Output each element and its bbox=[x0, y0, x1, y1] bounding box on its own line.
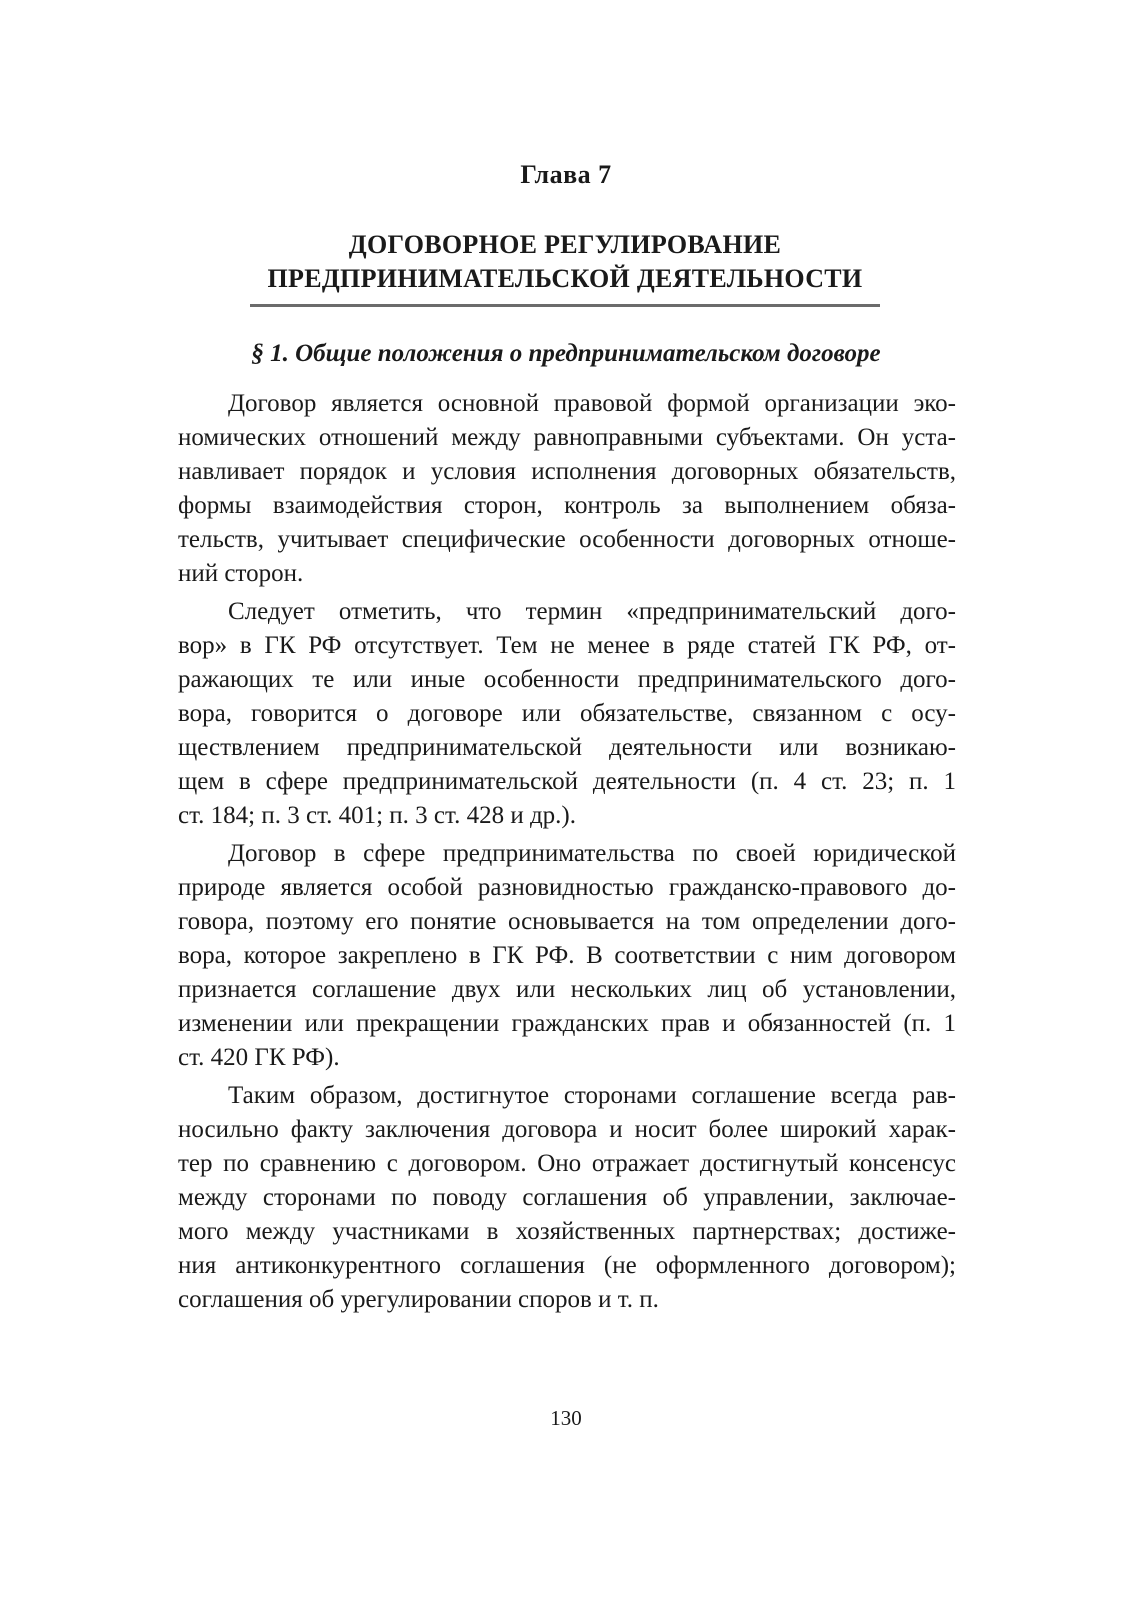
text-line: между сторонами по поводу соглашения об управлении, заключае- bbox=[178, 1184, 956, 1211]
text-line: номических отношений между равноправными субъектами. Он уста- bbox=[178, 424, 956, 451]
text-line: изменении или прекращении гражданских прав и обязанностей (п. 1 bbox=[178, 1010, 956, 1037]
text-line: формы взаимодействия сторон, контроль за выполнением обяза- bbox=[178, 492, 956, 519]
text-line: ществлением предпринимательской деятельности или возникаю- bbox=[178, 734, 956, 761]
text-line: Договор является основной правовой формой организации эко- bbox=[228, 390, 956, 417]
page-number: 130 bbox=[550, 1406, 582, 1430]
chapter-title-line: ДОГОВОРНОЕ РЕГУЛИРОВАНИЕ bbox=[348, 230, 782, 259]
title-underline bbox=[250, 304, 880, 307]
text-line: ния антиконкурентного соглашения (не оформленного договором); bbox=[178, 1252, 956, 1279]
text-line: ний сторон. bbox=[178, 560, 304, 587]
paragraph bbox=[178, 595, 956, 833]
text-line: тельств, учитывает специфические особенности договорных отноше- bbox=[178, 526, 956, 553]
text-line: ст. 420 ГК РФ). bbox=[178, 1044, 340, 1071]
text-line: тер по сравнению с договором. Оно отражает достигнутый консенсус bbox=[178, 1150, 956, 1177]
text-line: носильно факту заключения договора и носит более широкий харак- bbox=[178, 1116, 956, 1143]
text-line: вор» в ГК РФ отсутствует. Тем не менее в ряде статей ГК РФ, от- bbox=[178, 632, 956, 659]
text-line: мого между участниками в хозяйственных партнерствах; достиже- bbox=[178, 1218, 956, 1245]
text-line: вора, говорится о договоре или обязательстве, связанном с осу- bbox=[178, 700, 956, 727]
chapter-title bbox=[250, 228, 880, 307]
paragraph bbox=[178, 1079, 956, 1317]
text-line: Следует отметить, что термин «предпринимательский дого- bbox=[228, 598, 956, 625]
body-text bbox=[178, 387, 956, 1321]
text-line: говора, поэтому его понятие основывается на том определении дого- bbox=[178, 908, 956, 935]
text-line: навливает порядок и условия исполнения договорных обязательств, bbox=[178, 458, 956, 485]
section-heading: § 1. Общие положения о предпринимательском договоре bbox=[251, 340, 881, 367]
chapter-label: Глава 7 bbox=[520, 160, 612, 189]
text-line: природе является особой разновидностью гражданско-правового до- bbox=[178, 874, 956, 901]
text-line: щем в сфере предпринимательской деятельности (п. 4 ст. 23; п. 1 bbox=[178, 768, 956, 795]
text-line: вора, которое закреплено в ГК РФ. В соответствии с ним договором bbox=[178, 942, 956, 969]
text-line: соглашения об урегулировании споров и т. п. bbox=[178, 1286, 659, 1313]
text-line: Таким образом, достигнутое сторонами соглашение всегда рав- bbox=[228, 1082, 956, 1109]
text-line: признается соглашение двух или нескольких лиц об установлении, bbox=[178, 976, 956, 1003]
chapter-title-line: ПРЕДПРИНИМАТЕЛЬСКОЙ ДЕЯТЕЛЬНОСТИ bbox=[267, 264, 863, 293]
text-line: Договор в сфере предпринимательства по своей юридической bbox=[228, 840, 956, 867]
text-line: ст. 184; п. 3 ст. 401; п. 3 ст. 428 и др.). bbox=[178, 802, 576, 829]
paragraph bbox=[178, 387, 956, 591]
text-line: ражающих те или иные особенности предпринимательского дого- bbox=[178, 666, 956, 693]
paragraph bbox=[178, 837, 956, 1075]
